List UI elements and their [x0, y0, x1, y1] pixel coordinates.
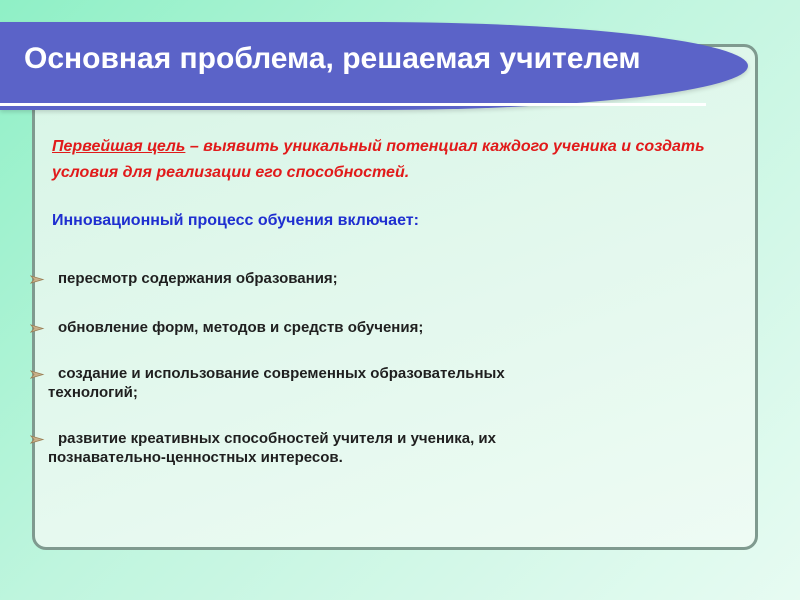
goal-text: – выявить уникальный потенциал каждого ученика и создать условия для реализации его способностей. — [52, 138, 705, 181]
bullet-text: обновление форм, методов и средств обучения; — [58, 319, 424, 336]
primary-goal — [52, 134, 752, 186]
process-heading: Инновационный процесс обучения включает: — [52, 212, 419, 229]
content-frame — [32, 44, 758, 550]
arrow-bullet-icon — [30, 369, 46, 380]
bullet-text: развитие креативных способностей учителя и ученика, их — [58, 430, 496, 447]
arrow-bullet-icon — [30, 323, 46, 334]
bullet-text-continued: технологий; — [48, 384, 138, 401]
arrow-bullet-icon — [30, 434, 46, 445]
bullet-text: создание и использование современных образовательных — [58, 365, 505, 382]
slide-title: Основная проблема, решаемая учителем — [24, 42, 641, 75]
bullet-text-continued: познавательно-ценностных интересов. — [48, 449, 343, 466]
arrow-bullet-icon — [30, 274, 46, 285]
title-underline — [0, 103, 706, 106]
bullet-text: пересмотр содержания образования; — [58, 270, 338, 287]
goal-label: Первейшая цель — [52, 138, 186, 155]
